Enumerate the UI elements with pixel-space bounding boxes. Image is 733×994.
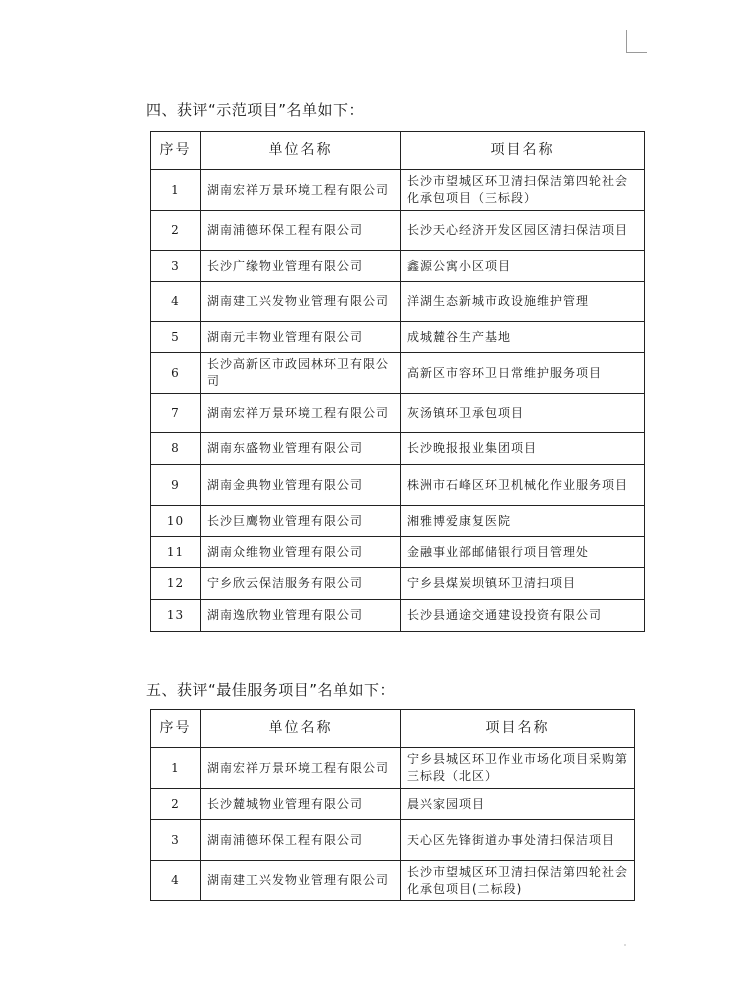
table-row (151, 251, 645, 282)
table-row (151, 820, 635, 861)
section-heading-best-service-projects: 五、获评“最佳服务项目”名单如下： (146, 681, 396, 699)
demo-projects-table (150, 131, 645, 632)
page-speck (624, 944, 626, 946)
unit-name-cell: 湖南宏祥万景环境工程有限公司 (201, 170, 401, 211)
row-number: 4 (151, 282, 201, 322)
row-number: 9 (151, 465, 201, 506)
page-corner-mark (626, 30, 647, 53)
project-name-cell: 长沙市望城区环卫清扫保洁第四轮社会化承包项目(二标段) (401, 861, 635, 901)
row-number: 1 (151, 748, 201, 789)
project-name-cell: 湘雅博爱康复医院 (401, 506, 645, 537)
row-number: 5 (151, 322, 201, 353)
table-row (151, 465, 645, 506)
unit-name-cell: 湖南众维物业管理有限公司 (201, 537, 401, 568)
project-name-cell: 长沙县通途交通建设投资有限公司 (401, 600, 645, 632)
project-name-cell: 鑫源公寓小区项目 (401, 251, 645, 282)
unit-name-cell: 湖南逸欣物业管理有限公司 (201, 600, 401, 632)
row-number: 12 (151, 568, 201, 600)
project-name-cell: 成城麓谷生产基地 (401, 322, 645, 353)
project-name-cell: 天心区先锋街道办事处清扫保洁项目 (401, 820, 635, 861)
column-header-no: 序号 (151, 132, 201, 170)
table-row (151, 600, 645, 632)
table-row (151, 433, 645, 465)
project-name-cell: 株洲市石峰区环卫机械化作业服务项目 (401, 465, 645, 506)
unit-name-cell: 湖南金典物业管理有限公司 (201, 465, 401, 506)
table-row (151, 861, 635, 901)
unit-name-cell: 湖南浦德环保工程有限公司 (201, 211, 401, 251)
column-header-no: 序号 (151, 710, 201, 748)
project-name-cell: 灰汤镇环卫承包项目 (401, 394, 645, 433)
table-row (151, 322, 645, 353)
best-service-projects-table (150, 709, 635, 901)
unit-name-cell: 湖南建工兴发物业管理有限公司 (201, 282, 401, 322)
section-heading-demo-projects: 四、获评“示范项目”名单如下： (146, 101, 365, 119)
project-name-cell: 长沙天心经济开发区园区清扫保洁项目 (401, 211, 645, 251)
row-number: 2 (151, 211, 201, 251)
table-row (151, 748, 635, 789)
table-row (151, 394, 645, 433)
column-header-unit: 单位名称 (201, 710, 401, 748)
row-number: 13 (151, 600, 201, 632)
unit-name-cell: 湖南元丰物业管理有限公司 (201, 322, 401, 353)
row-number: 4 (151, 861, 201, 901)
project-name-cell: 长沙市望城区环卫清扫保洁第四轮社会化承包项目（三标段） (401, 170, 645, 211)
unit-name-cell: 湖南浦德环保工程有限公司 (201, 820, 401, 861)
unit-name-cell: 长沙巨鹰物业管理有限公司 (201, 506, 401, 537)
row-number: 8 (151, 433, 201, 465)
row-number: 3 (151, 820, 201, 861)
row-number: 2 (151, 789, 201, 820)
column-header-project: 项目名称 (401, 710, 635, 748)
row-number: 3 (151, 251, 201, 282)
table-row (151, 353, 645, 394)
table-header-row (151, 132, 645, 170)
unit-name-cell: 长沙麓城物业管理有限公司 (201, 789, 401, 820)
unit-name-cell: 湖南东盛物业管理有限公司 (201, 433, 401, 465)
table-row (151, 170, 645, 211)
unit-name-cell: 湖南建工兴发物业管理有限公司 (201, 861, 401, 901)
project-name-cell: 洋湖生态新城市政设施维护管理 (401, 282, 645, 322)
row-number: 6 (151, 353, 201, 394)
column-header-unit: 单位名称 (201, 132, 401, 170)
unit-name-cell: 湖南宏祥万景环境工程有限公司 (201, 394, 401, 433)
unit-name-cell: 长沙广缘物业管理有限公司 (201, 251, 401, 282)
project-name-cell: 高新区市容环卫日常维护服务项目 (401, 353, 645, 394)
table-row (151, 282, 645, 322)
table-row (151, 211, 645, 251)
project-name-cell: 宁乡县城区环卫作业市场化项目采购第三标段（北区） (401, 748, 635, 789)
project-name-cell: 长沙晚报报业集团项目 (401, 433, 645, 465)
table-header-row (151, 710, 635, 748)
unit-name-cell: 长沙高新区市政园林环卫有限公司 (201, 353, 401, 394)
table-row (151, 568, 645, 600)
project-name-cell: 宁乡县煤炭坝镇环卫清扫项目 (401, 568, 645, 600)
row-number: 10 (151, 506, 201, 537)
project-name-cell: 晨兴家园项目 (401, 789, 635, 820)
unit-name-cell: 湖南宏祥万景环境工程有限公司 (201, 748, 401, 789)
table-row (151, 506, 645, 537)
row-number: 7 (151, 394, 201, 433)
table-row (151, 789, 635, 820)
unit-name-cell: 宁乡欣云保洁服务有限公司 (201, 568, 401, 600)
row-number: 11 (151, 537, 201, 568)
project-name-cell: 金融事业部邮储银行项目管理处 (401, 537, 645, 568)
row-number: 1 (151, 170, 201, 211)
table-row (151, 537, 645, 568)
column-header-project: 项目名称 (401, 132, 645, 170)
